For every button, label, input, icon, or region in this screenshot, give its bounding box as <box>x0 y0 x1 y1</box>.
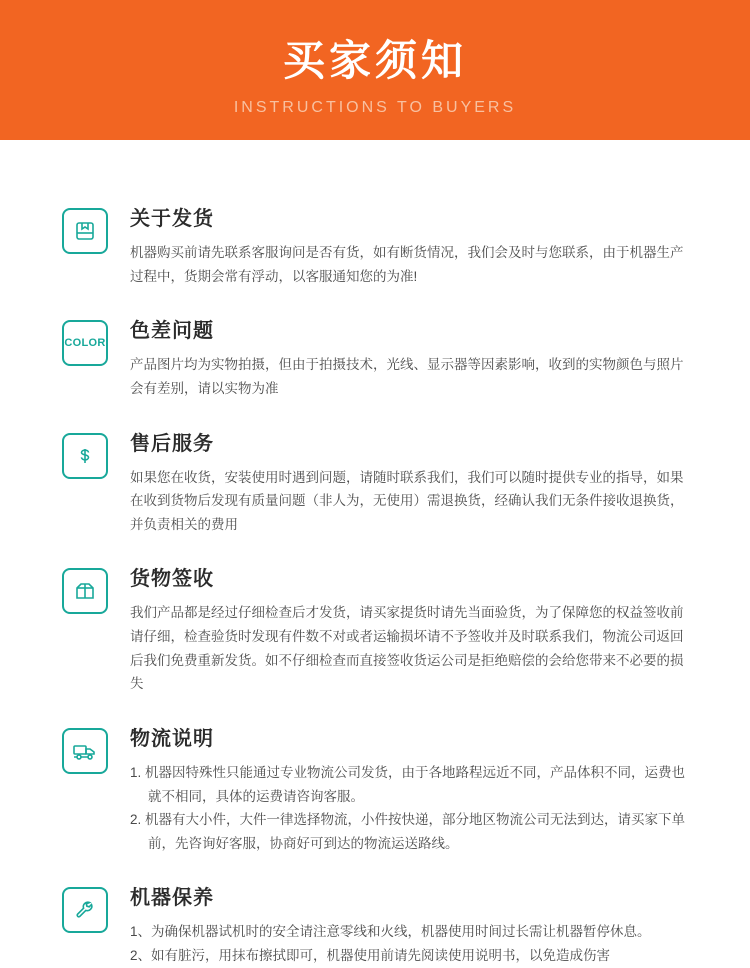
section-list <box>130 761 688 856</box>
page-title: 买家须知 <box>282 36 467 84</box>
section-text: 产品图片均为实物拍摄，但由于拍摄技术，光线、显示器等因素影响，收到的实物颜色与照片会有差别，请以实物为准 <box>130 357 684 396</box>
list-item: 2、如有脏污，用抹布擦拭即可，机器使用前请先阅读使用说明书，以免造成伤害 <box>130 948 611 963</box>
section-title: 货物签收 <box>130 568 214 591</box>
section-body <box>130 881 688 967</box>
section-list <box>130 920 688 967</box>
section-body <box>130 314 688 400</box>
page-subtitle: INSTRUCTIONS TO BUYERS <box>233 99 517 117</box>
section-text: 如果您在收货，安装使用时遇到问题，请随时联系我们，我们可以随时提供专业的指导，如果在收到货物后发现有质量问题（非人为，无使用）需退换货，经确认我们无条件接收退换货，并负责相关的费用 <box>130 469 684 532</box>
section-body <box>130 722 688 856</box>
list-item: 1. 机器因特殊性只能通过专业物流公司发货，由于各地路程远近不同，产品体积不同，运费也就不相同，具体的运费请咨询客服。 <box>130 764 686 804</box>
section-title: 售后服务 <box>130 432 214 455</box>
section-shipping <box>62 202 688 288</box>
list-item: 2. 机器有大小件，大件一律选择物流，小件按快递，部分地区物流公司无法到达，请买家下单前，先咨询好客服，协商好可到达的物流运送路线。 <box>130 812 686 851</box>
section-title: 色差问题 <box>130 320 214 343</box>
section-body <box>130 202 688 288</box>
color-icon-label: COLOR <box>64 337 106 350</box>
section-title: 机器保养 <box>130 887 214 910</box>
list-item: 1、为确保机器试机时的安全请注意零线和火线，机器使用时间过长需让机器暂停休息。 <box>130 924 651 940</box>
section-title: 物流说明 <box>130 727 214 750</box>
delivery-truck-icon <box>62 728 108 774</box>
section-body <box>130 562 688 696</box>
section-logistics <box>62 722 688 856</box>
section-maintenance <box>62 881 688 967</box>
section-title: 关于发货 <box>130 208 214 230</box>
dollar-service-icon <box>62 433 108 479</box>
section-text: 我们产品都是经过仔细检查后才发货，请买家提货时请先当面验货，为了保障您的权益签收前请仔细，检查验货时发现有件数不对或者运输损坏请不予签收并及时联系我们，物流公司返回后我们免费重新发货。如不仔细检查而直接签收货运公司是拒绝赔偿的会给您带来不必要的损失 <box>130 605 684 692</box>
open-carton-icon <box>62 568 108 614</box>
wrench-maintenance-icon <box>62 887 108 933</box>
color-swatch-icon <box>62 320 108 366</box>
page-header <box>0 0 750 140</box>
section-goods-receipt <box>62 562 688 696</box>
box-package-icon <box>62 208 108 254</box>
section-body <box>130 427 688 537</box>
section-text: 机器购买前请先联系客服询问是否有货，如有断货情况，我们会及时与您联系，由于机器生产过程中，货期会常有浮动，以客服通知您的为准! <box>130 245 684 284</box>
sections-container <box>0 140 750 968</box>
section-after-sales <box>62 427 688 537</box>
section-color-difference <box>62 314 688 400</box>
